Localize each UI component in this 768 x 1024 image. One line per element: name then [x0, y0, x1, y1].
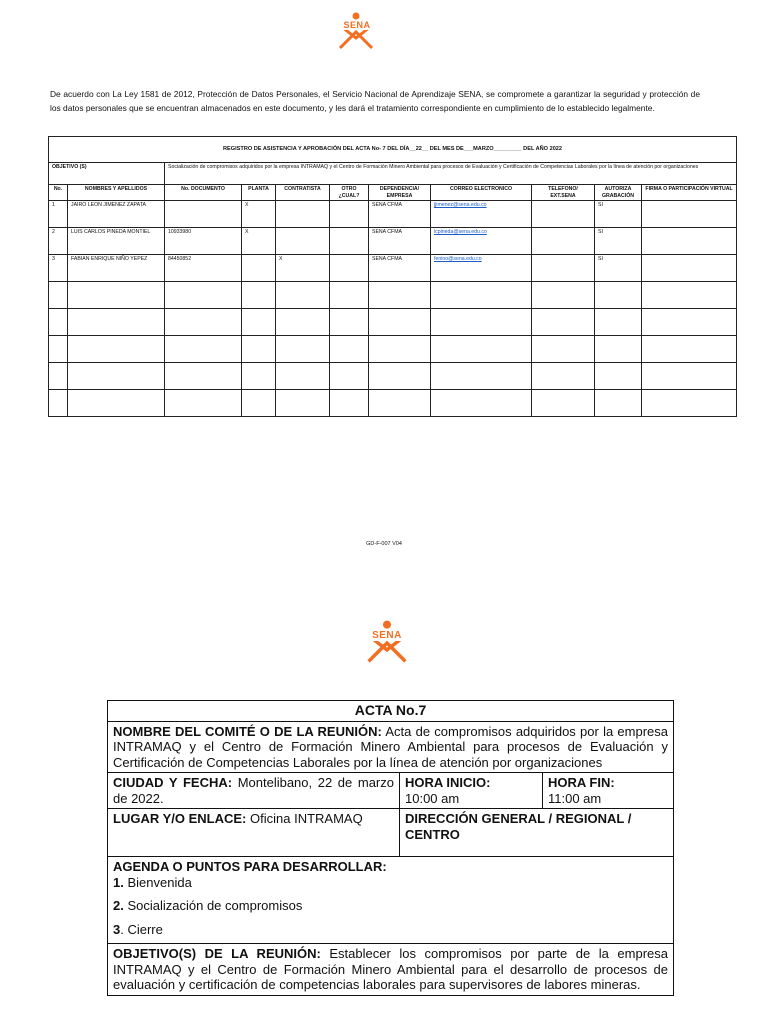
attendance-empty-row: [49, 336, 737, 363]
sena-logo-text: SENA: [334, 21, 380, 30]
attendance-cell: 10933980: [165, 228, 242, 255]
attendance-cell: [49, 363, 68, 390]
agenda-item: 3. Cierre: [113, 921, 163, 937]
attendance-cell: [642, 282, 737, 309]
email-link[interactable]: fenino@sena.edu.co: [434, 256, 482, 262]
attendance-header-cell: NOMBRES Y APELLIDOS: [68, 185, 165, 201]
attendance-cell: SENA CFMA: [369, 228, 431, 255]
attendance-cell: [369, 390, 431, 417]
attendance-cell: [431, 336, 532, 363]
objetivo-reunion-label: OBJETIVO(S) DE LA REUNIÓN:: [113, 946, 321, 961]
attendance-cell: [242, 282, 276, 309]
attendance-cell: [276, 363, 330, 390]
sena-logo-icon: [361, 620, 413, 666]
attendance-cell: [330, 282, 369, 309]
attendance-cell: [276, 309, 330, 336]
attendance-cell: [431, 255, 532, 282]
attendance-cell: [595, 363, 642, 390]
attendance-cell: [532, 390, 595, 417]
sena-logo-text: SENA: [361, 631, 413, 641]
attendance-cell: [242, 255, 276, 282]
attendance-cell: [595, 390, 642, 417]
direccion-label: DIRECCIÓN GENERAL / REGIONAL / CENTRO: [400, 809, 674, 857]
attendance-empty-row: [49, 390, 737, 417]
acta-nombre-cell: [108, 721, 674, 773]
attendance-cell: [532, 255, 595, 282]
attendance-cell: [431, 390, 532, 417]
attendance-cell: [330, 309, 369, 336]
attendance-header-cell: PLANTA: [242, 185, 276, 201]
attendance-cell: [431, 228, 532, 255]
attendance-cell: [431, 201, 532, 228]
attendance-header-cell: TELEFONO/ EXT.SENA: [532, 185, 595, 201]
attendance-cell: [68, 390, 165, 417]
email-link[interactable]: lcpineda@sena.edu.co: [434, 229, 487, 235]
nombre-label: NOMBRE DEL COMITÉ O DE LA REUNIÓN:: [113, 723, 382, 739]
attendance-cell: 84450852: [165, 255, 242, 282]
sena-logo-2: [361, 620, 413, 671]
attendance-cell: [330, 201, 369, 228]
attendance-cell: [330, 336, 369, 363]
attendance-cell: [369, 282, 431, 309]
attendance-cell: LUIS CARLOS PINEDA MONTIEL: [68, 228, 165, 255]
attendance-cell: [431, 363, 532, 390]
attendance-cell: [165, 336, 242, 363]
agenda-item: 2. Socialización de compromisos: [113, 898, 303, 913]
attendance-cell: [276, 228, 330, 255]
attendance-cell: [49, 336, 68, 363]
attendance-cell: [68, 363, 165, 390]
attendance-cell: [532, 228, 595, 255]
hora-fin-value: 11:00 am: [548, 790, 602, 806]
attendance-cell: [276, 201, 330, 228]
form-code: GD-F-007 V04: [366, 541, 402, 547]
nombre-value: Acta de compromisos adquiridos por la empresa INTRAMAQ y el Centro de Formación Minero Ambiental para procesos de Evaluación y Certificación de Competencias Laborales por la línea de atención por organizaciones: [113, 723, 669, 770]
attendance-cell: [276, 390, 330, 417]
attendance-cell: [330, 255, 369, 282]
attendance-empty-row: [49, 282, 737, 309]
attendance-cell: X: [276, 255, 330, 282]
sena-logo: [334, 12, 380, 57]
attendance-cell: [242, 390, 276, 417]
attendance-title: REGISTRO DE ASISTENCIA Y APROBACIÓN DEL ACTA No- 7 DEL DÍA__22__ DEL MES DE___MARZO_________ DEL AÑO 2022: [49, 137, 737, 163]
attendance-cell: SENA CFMA: [369, 201, 431, 228]
attendance-cell: [369, 309, 431, 336]
attendance-cell: [242, 363, 276, 390]
attendance-cell: [595, 336, 642, 363]
attendance-header-cell: CORREO ELECTRONICO: [431, 185, 532, 201]
attendance-cell: [595, 309, 642, 336]
agenda-cell: [108, 857, 674, 944]
attendance-cell: SI: [595, 255, 642, 282]
attendance-cell: [532, 282, 595, 309]
attendance-cell: X: [242, 228, 276, 255]
attendance-header-cell: OTRO ¿CUAL?: [330, 185, 369, 201]
attendance-cell: [642, 255, 737, 282]
objetivo-reunion-cell: [108, 944, 674, 996]
agenda-item: 1. Bienvenida: [113, 874, 192, 890]
attendance-row: [49, 228, 737, 255]
lugar-value: Oficina INTRAMAQ: [250, 811, 363, 826]
attendance-cell: [165, 282, 242, 309]
attendance-cell: [49, 390, 68, 417]
attendance-cell: [68, 309, 165, 336]
attendance-header-cell: CONTRATISTA: [276, 185, 330, 201]
hora-fin-cell: [543, 773, 674, 809]
lugar-cell: [108, 809, 400, 857]
objetivo-label: OBJETIVO (S): [49, 163, 165, 185]
attendance-cell: [165, 363, 242, 390]
attendance-cell: 1: [49, 201, 68, 228]
attendance-cell: FABIAN ENRIQUE NIÑO YEPEZ: [68, 255, 165, 282]
attendance-header-cell: FIRMA O PARTICIPACIÓN VIRTUAL: [642, 185, 737, 201]
attendance-cell: [642, 201, 737, 228]
objetivo-text: Socialización de compromisos adquiridos por la empresa INTRAMAQ y el Centro de Formación Minero Ambiental para procesos de Evaluación y Certificación de Competencias Laborales por la línea de atención por organizaciones: [165, 163, 737, 185]
attendance-header-row: [49, 185, 737, 201]
attendance-cell: [369, 336, 431, 363]
ciudad-value: Montelibano, 22 de marzo de 2022.: [113, 775, 394, 806]
attendance-cell: [49, 282, 68, 309]
attendance-cell: 3: [49, 255, 68, 282]
attendance-empty-row: [49, 309, 737, 336]
acta-table: [107, 700, 674, 996]
attendance-cell: [532, 309, 595, 336]
attendance-cell: [330, 390, 369, 417]
attendance-header-cell: DEPENDENCIA/ EMPRESA: [369, 185, 431, 201]
hora-inicio-value: 10:00 am: [405, 790, 460, 806]
attendance-cell: JAIRO LEON JIMENEZ ZAPATA: [68, 201, 165, 228]
attendance-cell: [642, 309, 737, 336]
ciudad-cell: [108, 773, 400, 809]
attendance-header-cell: No.: [49, 185, 68, 201]
attendance-cell: SI: [595, 201, 642, 228]
objetivo-reunion-value: Establecer los compromisos por parte de la empresa INTRAMAQ y el Centro de Formación Minero Ambiental para el desarrollo de procesos de evaluación y certificación de competencias laborales para supervisores de labores mineras.: [113, 946, 669, 992]
attendance-empty-row: [49, 363, 737, 390]
attendance-cell: [595, 282, 642, 309]
attendance-cell: X: [242, 201, 276, 228]
attendance-cell: SENA CFMA: [369, 255, 431, 282]
attendance-cell: [242, 336, 276, 363]
sena-logo-icon: [334, 12, 378, 52]
hora-inicio-cell: [400, 773, 543, 809]
hora-fin-label: HORA FIN:: [548, 775, 615, 790]
attendance-cell: [330, 363, 369, 390]
attendance-cell: [431, 309, 532, 336]
lugar-label: LUGAR Y/O ENLACE:: [113, 811, 247, 826]
agenda-label: AGENDA O PUNTOS PARA DESARROLLAR:: [113, 859, 387, 874]
ciudad-label: CIUDAD Y FECHA:: [113, 775, 233, 790]
attendance-cell: [369, 363, 431, 390]
acta-title: ACTA No.7: [108, 701, 674, 722]
email-link[interactable]: jjimenez@sena.edu.co: [434, 202, 487, 208]
attendance-cell: [68, 282, 165, 309]
attendance-header-cell: AUTORIZA GRABACIÓN: [595, 185, 642, 201]
attendance-cell: [642, 228, 737, 255]
attendance-row: [49, 255, 737, 282]
attendance-cell: [532, 363, 595, 390]
attendance-header-cell: No. DOCUMENTO: [165, 185, 242, 201]
attendance-cell: 2: [49, 228, 68, 255]
attendance-cell: [165, 309, 242, 336]
hora-inicio-label: HORA INICIO:: [405, 775, 491, 790]
attendance-cell: [68, 336, 165, 363]
attendance-cell: [276, 336, 330, 363]
attendance-cell: [532, 201, 595, 228]
attendance-cell: SI: [595, 228, 642, 255]
attendance-cell: [431, 282, 532, 309]
attendance-row: [49, 201, 737, 228]
attendance-cell: [532, 336, 595, 363]
attendance-cell: [330, 228, 369, 255]
privacy-notice: De acuerdo con La Ley 1581 de 2012, Protección de Datos Personales, el Servicio Nacional de Aprendizaje SENA, se compromete a garantizar la seguridad y protección de los datos personales que se encuentran almacenados en este documento, y les dará el tratamiento correspondiente en cumplimiento de lo establecido legalmente.: [50, 89, 700, 113]
attendance-cell: [276, 282, 330, 309]
attendance-table: [48, 136, 737, 417]
attendance-cell: [642, 390, 737, 417]
attendance-cell: [165, 390, 242, 417]
attendance-cell: [242, 309, 276, 336]
attendance-cell: [642, 363, 737, 390]
attendance-cell: [49, 309, 68, 336]
attendance-cell: [165, 201, 242, 228]
attendance-cell: [642, 336, 737, 363]
